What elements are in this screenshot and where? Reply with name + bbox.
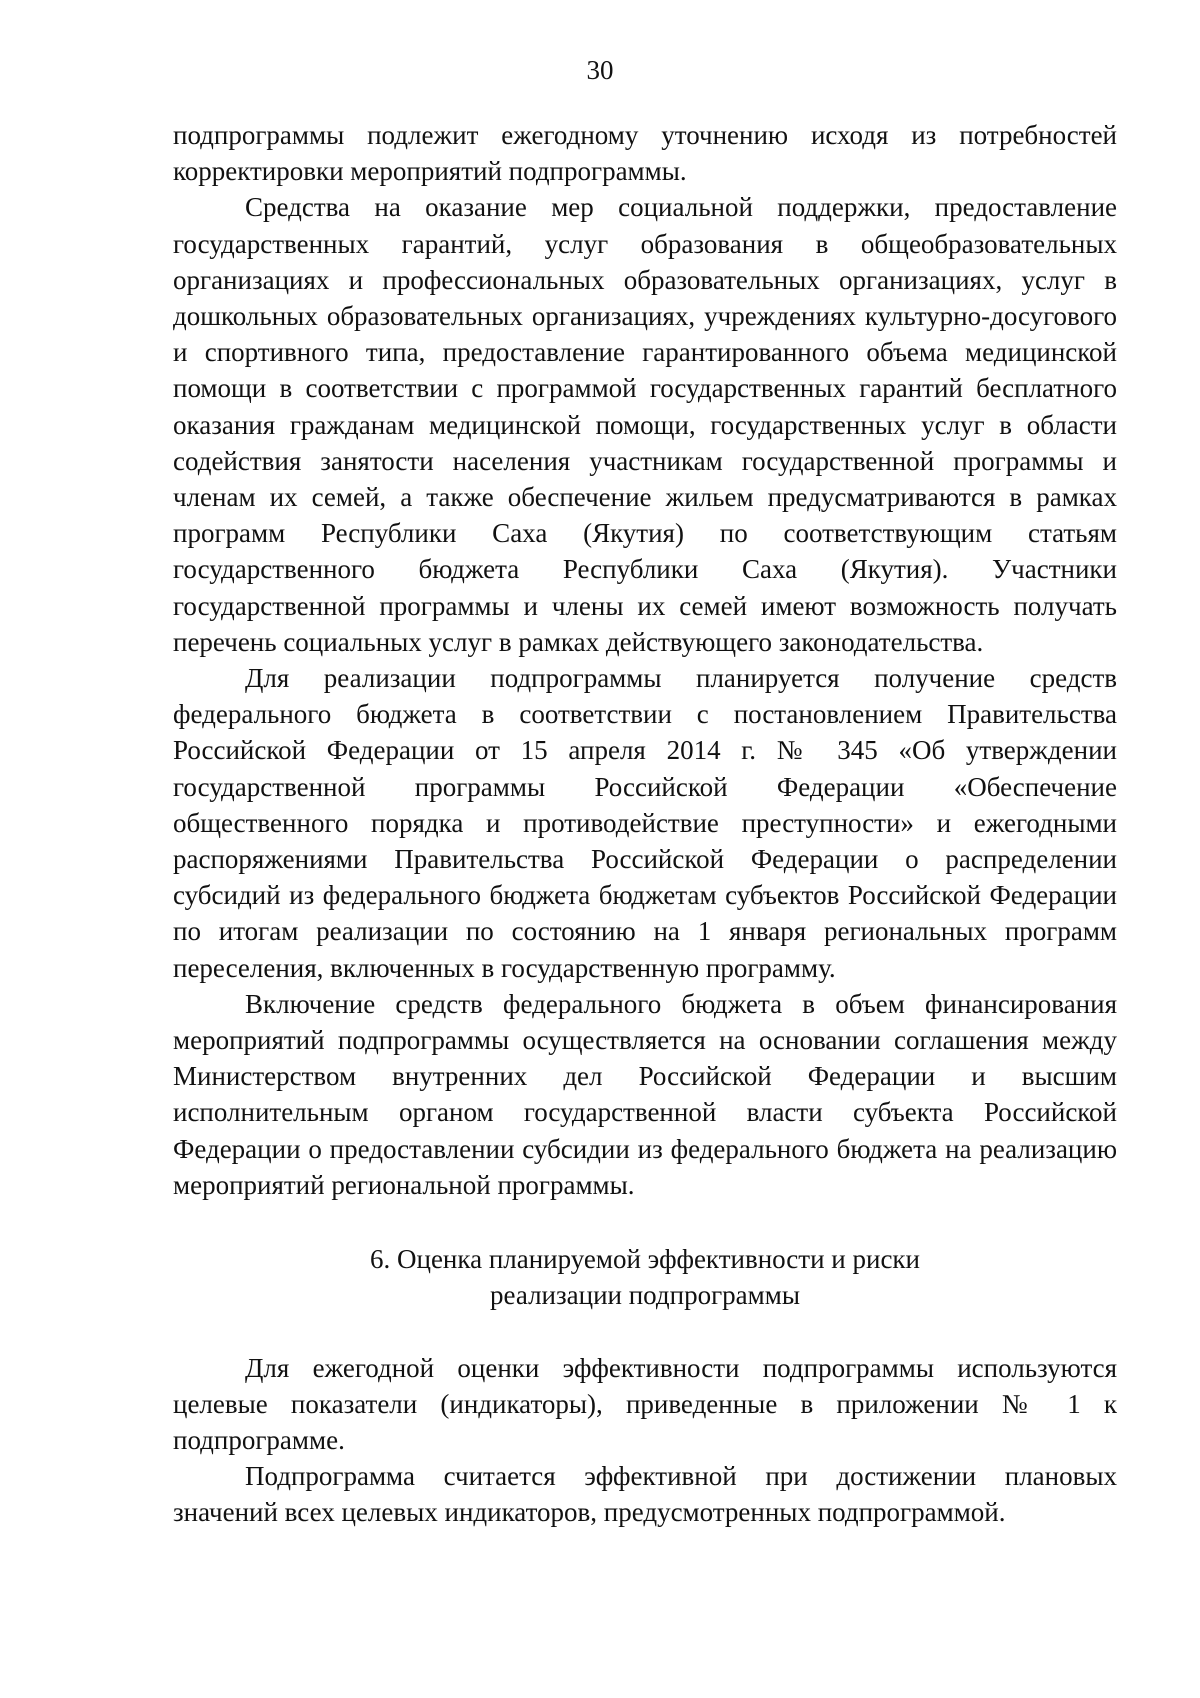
document-body bbox=[173, 117, 1117, 1531]
paragraph-social-support: Средства на оказание мер социальной поддержки, предоставление государственных гарантий, услуг образования в общеобразовательных организациях и профессиональных образовательных организациях, услуг в дошкольных образовательных организациях, учреждениях культурно-досугового и спортивного типа, предоставление гарантированного объема медицинской помощи в соответствии с программой государственных гарантий бесплатного оказания гражданам медицинской помощи, государственных услуг в области содействия занятости населения участникам государственной программы и членам их семей, а также обеспечение жильем предусматриваются в рамках программ Республики Саха (Якутия) по соответствующим статьям государственного бюджета Республики Саха (Якутия). Участники государственной программы и члены их семей имеют возможность получать перечень социальных услуг в рамках действующего законодательства. bbox=[173, 192, 1117, 657]
section-heading-line-1: 6. Оценка планируемой эффективности и риски bbox=[370, 1244, 920, 1275]
paragraph-federal-budget: Для реализации подпрограммы планируется получение средств федерального бюджета в соответствии с постановлением Правительства Российской Федерации от 15 апреля 2014 г. № 345 «Об утверждении государственной программы Российской Федерации «Обеспечение общественного порядка и противодействие преступности» и ежегодными распоряжениями Правительства Российской Федерации о распределении субсидий из федерального бюджета бюджетам субъектов Российской Федерации по итогам реализации по состоянию на 1 января региональных программ переселения, включенных в государственную программу. bbox=[173, 663, 1117, 983]
page-number: 30 bbox=[586, 55, 614, 85]
paragraph-continuation: подпрограммы подлежит ежегодному уточнению исходя из потребностей корректировки мероприятий подпрограммы. bbox=[173, 120, 1117, 187]
section-heading bbox=[173, 1241, 1117, 1313]
paragraph-funding-inclusion: Включение средств федерального бюджета в объем финансирования мероприятий подпрограммы осуществляется на основании соглашения между Министерством внутренних дел Российской Федерации и высшим исполнительным органом государственной власти субъекта Российской Федерации о предоставлении субсидии из федерального бюджета на реализацию мероприятий региональной программы. bbox=[173, 988, 1117, 1200]
paragraph-annual-assessment: Для ежегодной оценки эффективности подпрограммы используются целевые показатели (индикаторы), приведенные в приложении № 1 к подпрограмме. bbox=[173, 1352, 1117, 1455]
section-heading-line-2: реализации подпрограммы bbox=[490, 1280, 800, 1311]
paragraph-effectiveness-criteria: Подпрограмма считается эффективной при достижении плановых значений всех целевых индикаторов, предусмотренных подпрограммой. bbox=[173, 1461, 1117, 1528]
